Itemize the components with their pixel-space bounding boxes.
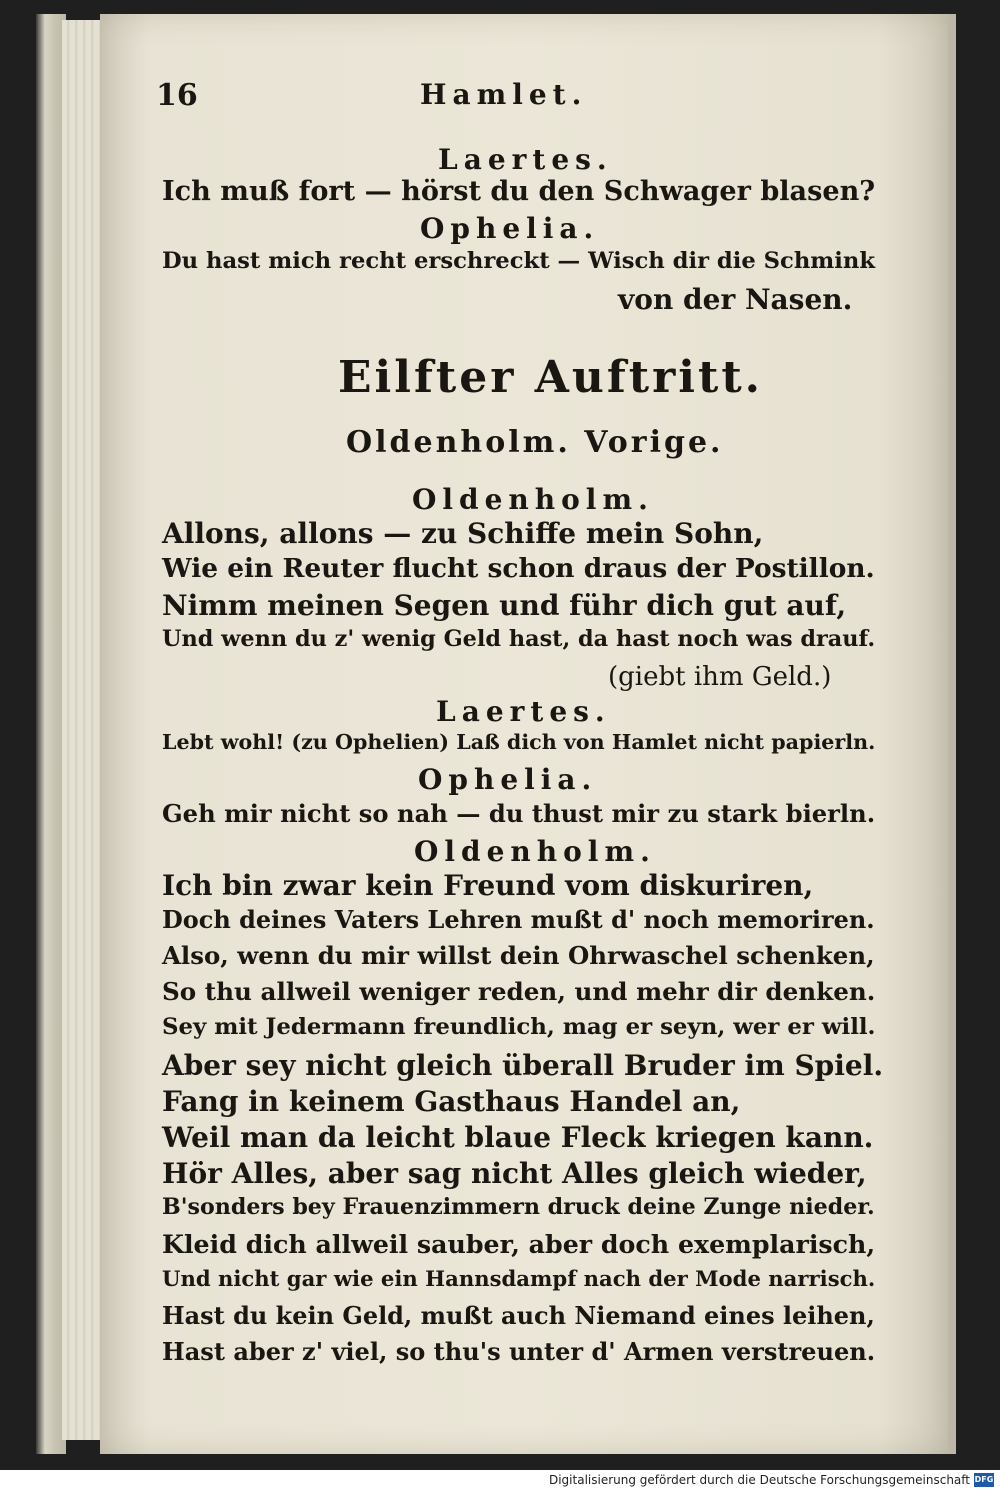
verse-line: Geh mir nicht so nah — du thust mir zu stark bierln. bbox=[162, 799, 876, 828]
stage-direction: (giebt ihm Geld.) bbox=[608, 662, 832, 692]
verse-line: Und nicht gar wie ein Hannsdampf nach der Mode narrisch. bbox=[162, 1266, 876, 1291]
speaker-name: Oldenholm. bbox=[412, 483, 654, 516]
verse-line: Weil man da leicht blaue Fleck kriegen kann. bbox=[162, 1121, 874, 1154]
verse-line: Aber sey nicht gleich überall Bruder im Spiel. bbox=[162, 1049, 884, 1082]
page-header bbox=[150, 70, 890, 120]
footer-credit: Digitalisierung gefördert durch die Deutsche Forschungsgemeinschaft bbox=[548, 1473, 970, 1487]
speaker-name: Ophelia. bbox=[420, 212, 600, 245]
verse-line: Fang in keinem Gasthaus Handel an, bbox=[162, 1085, 741, 1118]
speaker-name: Laertes. bbox=[438, 143, 613, 176]
verse-line: Doch deines Vaters Lehren mußt d' noch memoriren. bbox=[162, 905, 875, 934]
verse-line: So thu allweil weniger reden, und mehr dir denken. bbox=[162, 977, 876, 1006]
verse-line: von der Nasen. bbox=[618, 283, 853, 316]
running-title: Hamlet. bbox=[420, 78, 588, 111]
verse-line: Du hast mich recht erschreckt — Wisch dir die Schmink bbox=[162, 248, 876, 274]
page-number: 16 bbox=[156, 78, 198, 113]
speaker-name: Oldenholm. bbox=[414, 835, 656, 868]
digitization-footer bbox=[0, 1470, 1000, 1492]
scene-cast: Oldenholm. Vorige. bbox=[346, 425, 724, 460]
verse-line: Hast aber z' viel, so thu's unter d' Armen verstreuen. bbox=[162, 1337, 876, 1366]
verse-line: Nimm meinen Segen und führ dich gut auf, bbox=[162, 589, 847, 622]
scene-title: Eilfter Auftritt. bbox=[338, 352, 763, 403]
verse-line: Kleid dich allweil sauber, aber doch exemplarisch, bbox=[162, 1229, 876, 1259]
verse-line: Hast du kein Geld, mußt auch Niemand eines leihen, bbox=[162, 1301, 875, 1330]
speaker-name: Ophelia. bbox=[418, 763, 598, 796]
verse-line: Lebt wohl! (zu Ophelien) Laß dich von Hamlet nicht papierln. bbox=[162, 730, 876, 754]
page-right-edge bbox=[948, 14, 956, 1454]
verse-line: Allons, allons — zu Schiffe mein Sohn, bbox=[162, 517, 764, 550]
verse-line: Sey mit Jedermann freundlich, mag er seyn, wer er will. bbox=[162, 1014, 876, 1040]
verse-line: Also, wenn du mir willst dein Ohrwaschel schenken, bbox=[162, 941, 875, 970]
verse-line: B'sonders bey Frauenzimmern druck deine Zunge nieder. bbox=[162, 1194, 875, 1220]
verse-line: Ich muß fort — hörst du den Schwager blasen? bbox=[162, 176, 876, 207]
dfg-logo-icon: DFG bbox=[974, 1473, 994, 1487]
verse-line: Hör Alles, aber sag nicht Alles gleich wieder, bbox=[162, 1157, 867, 1190]
verse-line: Wie ein Reuter flucht schon draus der Postillon. bbox=[162, 553, 875, 584]
verse-line: Und wenn du z' wenig Geld hast, da hast noch was drauf. bbox=[162, 626, 876, 652]
speaker-name: Laertes. bbox=[436, 695, 611, 728]
verse-line: Ich bin zwar kein Freund vom diskuriren, bbox=[162, 869, 814, 902]
